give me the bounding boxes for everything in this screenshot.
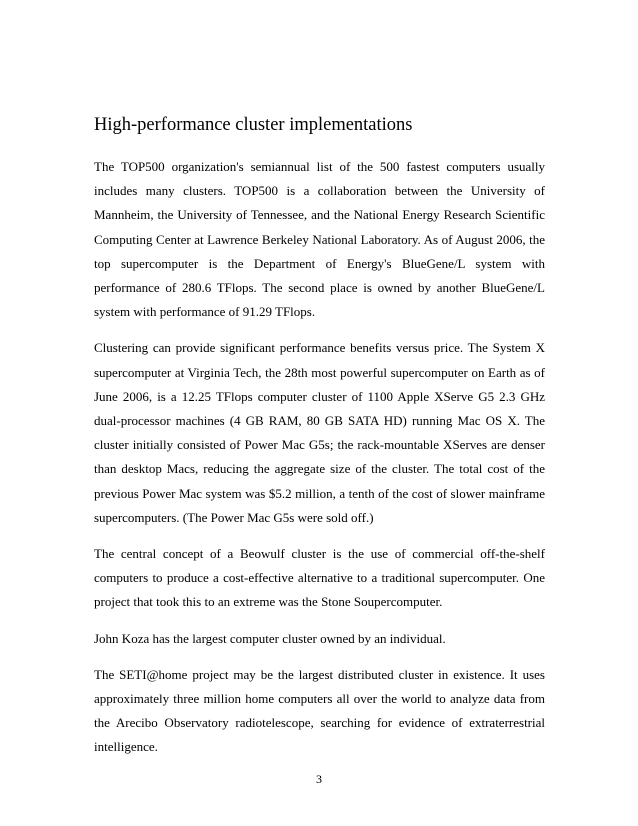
paragraph-top500: The TOP500 organization's semiannual list of the 500 fastest computers usually includes many clusters. TOP500 is a collaboration between the University of Mannheim, the University of Tennessee, and the National Energy Research Scientific Computing Center at Lawrence Berkeley National Laboratory. As of August 2006, the top supercomputer is the Department of Energy's BlueGene/L system with performance of 280.6 TFlops. The second place is owned by another BlueGene/L system with performance of 91.29 TFlops. [94,159,545,320]
paragraph-system-x: Clustering can provide significant performance benefits versus price. The System X supercomputer at Virginia Tech, the 28th most powerful supercomputer on Earth as of June 2006, is a 12.25 TFlops computer cluster of 1100 Apple XServe G5 2.3 GHz dual-processor machines (4 GB RAM, 80 GB SATA HD) running Mac OS X. The cluster initially consisted of Power Mac G5s; the rack-mountable XServes are denser than desktop Macs, reducing the aggregate size of the cluster. The total cost of the previous Power Mac system was $5.2 million, a tenth of the cost of slower mainframe supercomputers. (The Power Mac G5s were sold off.) [94,340,545,525]
page-content [94,113,545,772]
paragraph-seti-home: The SETI@home project may be the largest distributed cluster in existence. It uses approximately three million home computers all over the world to analyze data from the Arecibo Observatory radiotelescope, searching for evidence of extraterrestrial intelligence. [94,666,545,755]
paragraph-beowulf: The central concept of a Beowulf cluster is the use of commercial off-the-shelf computers to produce a cost-effective alternative to a traditional supercomputer. One project that took this to an extreme was the Stone Soupercomputer. [94,546,545,610]
paragraph-john-koza: John Koza has the largest computer cluster owned by an individual. [94,630,446,646]
section-heading: High-performance cluster implementations [94,115,413,135]
page-number: 3 [316,772,322,786]
